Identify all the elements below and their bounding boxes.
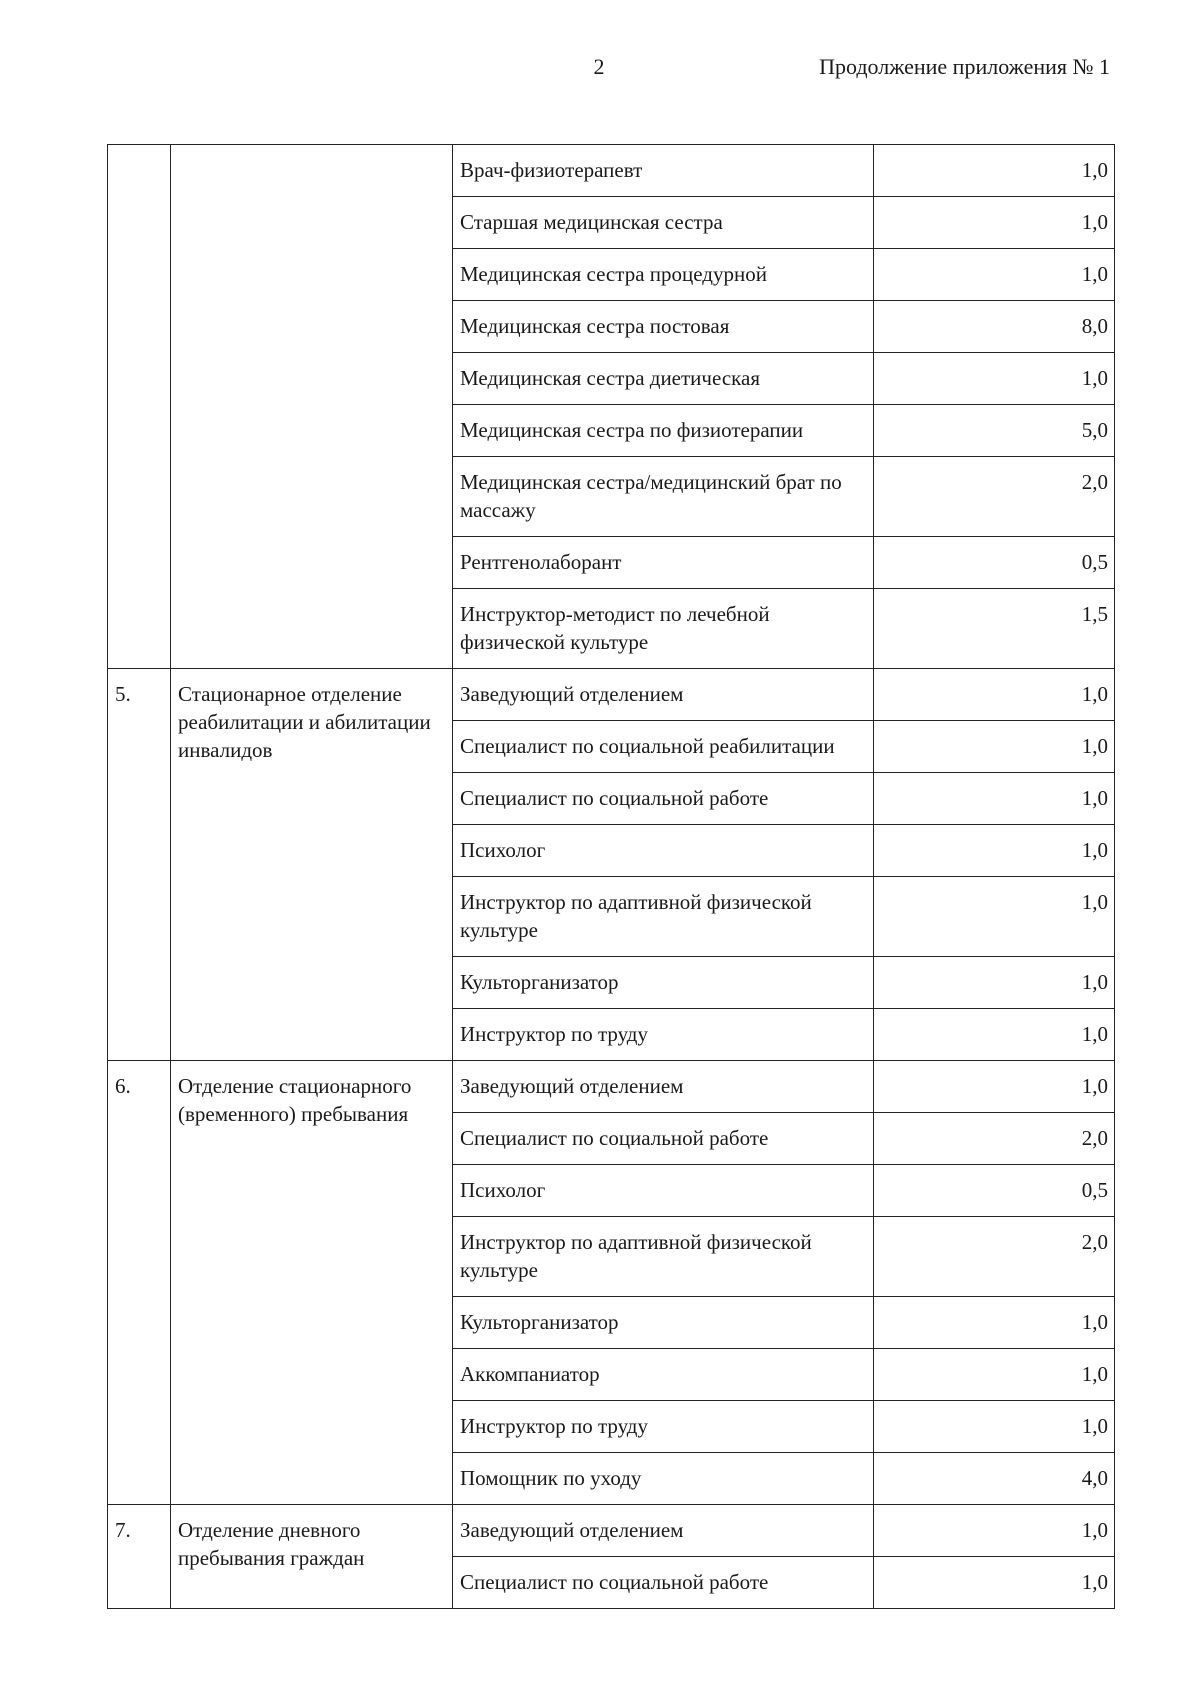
position-title-cell: Аккомпаниатор: [453, 1349, 874, 1401]
position-title-cell: Инструктор по труду: [453, 1009, 874, 1061]
staff-units-cell: 1,0: [874, 877, 1115, 957]
position-title-cell: Медицинская сестра диетическая: [453, 353, 874, 405]
position-title-cell: Рентгенолаборант: [453, 537, 874, 589]
section-number-cell: 6.: [108, 1061, 171, 1505]
position-title-cell: Помощник по уходу: [453, 1453, 874, 1505]
staff-units-cell: 0,5: [874, 537, 1115, 589]
department-name-cell: Стационарное отделение реабилитации и абилитации инвалидов: [171, 669, 453, 1061]
section-number-cell: [108, 145, 171, 669]
section-number-cell: 5.: [108, 669, 171, 1061]
staff-units-cell: 5,0: [874, 405, 1115, 457]
position-title-cell: Медицинская сестра по физиотерапии: [453, 405, 874, 457]
position-title-cell: Специалист по социальной работе: [453, 1557, 874, 1609]
staff-units-cell: 1,0: [874, 1061, 1115, 1113]
staff-units-cell: 1,0: [874, 145, 1115, 197]
position-title-cell: Инструктор-методист по лечебной физической культуре: [453, 589, 874, 669]
page-number: 2: [593, 54, 605, 79]
staff-units-cell: 1,5: [874, 589, 1115, 669]
staff-units-cell: 1,0: [874, 825, 1115, 877]
table-row: [108, 669, 1115, 721]
position-title-cell: Медицинская сестра процедурной: [453, 249, 874, 301]
position-title-cell: Инструктор по труду: [453, 1401, 874, 1453]
staff-units-cell: 2,0: [874, 1217, 1115, 1297]
table-row: [108, 145, 1115, 197]
position-title-cell: Культорганизатор: [453, 957, 874, 1009]
department-name-cell: Отделение стационарного (временного) пребывания: [171, 1061, 453, 1505]
staff-units-cell: 4,0: [874, 1453, 1115, 1505]
position-title-cell: Психолог: [453, 825, 874, 877]
staff-units-cell: 1,0: [874, 1505, 1115, 1557]
position-title-cell: Врач-физиотерапевт: [453, 145, 874, 197]
position-title-cell: Культорганизатор: [453, 1297, 874, 1349]
staff-units-cell: 1,0: [874, 353, 1115, 405]
section-number-cell: 7.: [108, 1505, 171, 1609]
staff-units-cell: 1,0: [874, 197, 1115, 249]
staff-units-cell: 1,0: [874, 249, 1115, 301]
staff-units-cell: 0,5: [874, 1165, 1115, 1217]
staff-units-cell: 2,0: [874, 1113, 1115, 1165]
department-name-cell: [171, 145, 453, 669]
position-title-cell: Заведующий отделением: [453, 669, 874, 721]
position-title-cell: Медицинская сестра постовая: [453, 301, 874, 353]
staff-units-cell: 2,0: [874, 457, 1115, 537]
staff-units-cell: 1,0: [874, 957, 1115, 1009]
staff-units-cell: 1,0: [874, 721, 1115, 773]
position-title-cell: Заведующий отделением: [453, 1061, 874, 1113]
position-title-cell: Специалист по социальной реабилитации: [453, 721, 874, 773]
staff-units-cell: 1,0: [874, 1401, 1115, 1453]
staff-units-cell: 1,0: [874, 1557, 1115, 1609]
position-title-cell: Специалист по социальной работе: [453, 1113, 874, 1165]
department-name-cell: Отделение дневного пребывания граждан: [171, 1505, 453, 1609]
position-title-cell: Специалист по социальной работе: [453, 773, 874, 825]
staff-units-cell: 1,0: [874, 1349, 1115, 1401]
table-row: [108, 1061, 1115, 1113]
position-title-cell: Инструктор по адаптивной физической культуре: [453, 877, 874, 957]
position-title-cell: Медицинская сестра/медицинский брат по массажу: [453, 457, 874, 537]
staff-units-cell: 1,0: [874, 773, 1115, 825]
staffing-table: [107, 144, 1115, 1609]
position-title-cell: Заведующий отделением: [453, 1505, 874, 1557]
staff-units-cell: 1,0: [874, 1009, 1115, 1061]
staff-units-cell: 1,0: [874, 1297, 1115, 1349]
table-row: [108, 1505, 1115, 1557]
staff-units-cell: 1,0: [874, 669, 1115, 721]
staff-units-cell: 8,0: [874, 301, 1115, 353]
position-title-cell: Инструктор по адаптивной физической культуре: [453, 1217, 874, 1297]
position-title-cell: Психолог: [453, 1165, 874, 1217]
staffing-table-body: [108, 145, 1115, 1609]
appendix-continuation-note: Продолжение приложения № 1: [819, 54, 1110, 79]
position-title-cell: Старшая медицинская сестра: [453, 197, 874, 249]
